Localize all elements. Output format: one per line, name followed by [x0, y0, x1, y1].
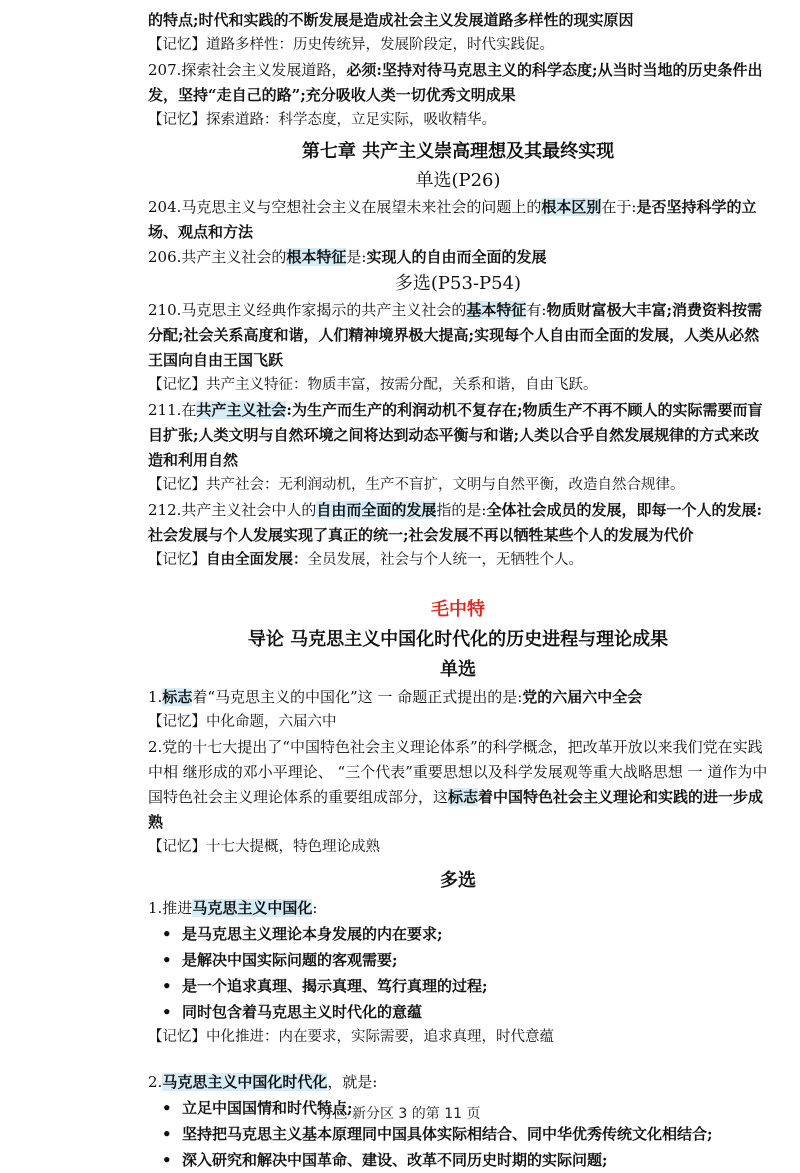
question-212: 212.共产主义社会中人的自由而全面的发展指的是:全体社会成员的发展，即每一个人的发展:社会发展与个人发展实现了真正的统一;社会发展不再以牺牲某些个人的发展为代价: [148, 501, 763, 544]
list-item: • 深入研究和解决中国革命、建设、改革不同历史时期的实际问题;: [162, 1147, 768, 1173]
highlight: 马克思主义中国化: [192, 899, 313, 917]
bullet-icon: •: [162, 977, 172, 995]
intro-title: 导论 马克思主义中国化时代化的历史进程与理论成果: [247, 629, 669, 650]
bullet-icon: •: [162, 925, 172, 943]
question-2: 2.党的十七大提出了“中国特色社会主义理论体系”的科学概念，把改革开放以来我们党在实践中相 继形成的邓小平理论、 “三个代表”重要思想以及科学发展观等重大战略思想 一 道作为中国特色社会主义理论体系的重要组成部分，这标志着中国特色社会主义理论和实践的进一步成熟: [148, 738, 768, 831]
bullet-list: [148, 921, 768, 1025]
highlight: 标志: [448, 788, 479, 806]
paragraph: 的特点;时代和实践的不断发展是造成社会主义发展道路多样性的现实原因: [148, 11, 634, 29]
page-footer: 分区 新分区 3 的第 11 页: [319, 1106, 481, 1122]
question-1: 1.标志着“马克思主义的中国化”这 一 命题正式提出的是:党的六届六中全会: [148, 688, 643, 706]
highlight: 根本区别: [541, 198, 602, 216]
list-item: • 立足中国国情和时代特点;: [162, 1095, 768, 1121]
question-206: 206.共产主义社会的根本特征是:实现人的自由而全面的发展: [148, 248, 547, 266]
list-item: • 同时包含着马克思主义时代化的意蕴: [162, 999, 768, 1025]
highlight: 自由而全面的发展: [316, 501, 437, 519]
memory-note: 【记忆】中化推进：内在要求，实际需要，追求真理，时代意蕴: [148, 1029, 554, 1045]
memory-note: 【记忆】探索道路：科学态度，立足实际，吸收精华。: [148, 112, 496, 128]
list-item: • 是解决中国实际问题的客观需要;: [162, 947, 768, 973]
highlight: 标志: [162, 688, 193, 706]
highlight: 基本特征: [466, 301, 527, 319]
section-heading-single-choice: 单选: [440, 659, 476, 680]
multi-question-1: 1.推进马克思主义中国化:: [148, 899, 318, 917]
bullet-icon: •: [162, 1003, 172, 1021]
section-title-mzt: 毛中特: [431, 599, 485, 620]
bullet-icon: •: [162, 1151, 172, 1169]
highlight: 根本特征: [286, 248, 347, 266]
bullet-icon: •: [162, 1099, 172, 1117]
memory-note: 【记忆】道路多样性：历史传统异，发展阶段定，时代实践促。: [148, 37, 554, 53]
section-heading-multi-choice: 多选(P53-P54): [394, 273, 522, 294]
page-content: [148, 8, 768, 1173]
memory-note: 【记忆】自由全面发展：全员发展，社会与个人统一，无牺牲个人。: [148, 552, 583, 568]
memory-note: 【记忆】共产社会：无利润动机，生产不盲扩，文明与自然平衡，改造自然合规律。: [148, 477, 685, 493]
highlight: 马克思主义中国化时代化: [162, 1073, 328, 1091]
question-207: 207.探索社会主义发展道路，必须:坚持对待马克思主义的科学态度;从当时当地的历史条件出发，坚持“走自己的路”;充分吸收人类一切优秀文明成果: [148, 61, 763, 104]
bullet-icon: •: [162, 1125, 172, 1143]
chapter-title: 第七章 共产主义崇高理想及其最终实现: [301, 141, 615, 162]
section-heading-multi-choice: 多选: [440, 870, 476, 891]
question-210: 210.马克思主义经典作家揭示的共产主义社会的基本特征有:物质财富极大丰富;消费资料按需分配;社会关系高度和谐，人们精神境界极大提高;实现每个人自由而全面的发展，人类从必然王国向自由王国飞跃: [148, 301, 763, 369]
multi-question-2: 2.马克思主义中国化时代化，就是:: [148, 1073, 378, 1091]
question-211: 211.在共产主义社会:为生产而生产的利润动机不复存在;物质生产不再不顾人的实际需要而盲目扩张;人类文明与自然环境之间将达到动态平衡与和谐;人类以合乎自然发展规律的方式来改造和利用自然: [148, 401, 763, 469]
section-heading-single-choice: 单选(P26): [415, 170, 501, 191]
list-item: • 是马克思主义理论本身发展的内在要求;: [162, 921, 768, 947]
list-item: • 是一个追求真理、揭示真理、笃行真理的过程;: [162, 973, 768, 999]
memory-note: 【记忆】中化命题，六届六中: [148, 714, 337, 730]
list-item: • 坚持把马克思主义基本原理同中国具体实际相结合、同中华优秀传统文化相结合;: [162, 1121, 768, 1147]
memory-note: 【记忆】共产主义特征：物质丰富，按需分配，关系和谐，自由飞跃。: [148, 377, 598, 393]
bullet-icon: •: [162, 951, 172, 969]
memory-note: 【记忆】十七大提概，特色理论成熟: [148, 839, 380, 855]
highlight: 共产主义社会: [196, 401, 287, 419]
question-204: 204.马克思主义与空想社会主义在展望未来社会的问题上的根本区别在于:是否坚持科学的立场、观点和方法: [148, 198, 757, 241]
